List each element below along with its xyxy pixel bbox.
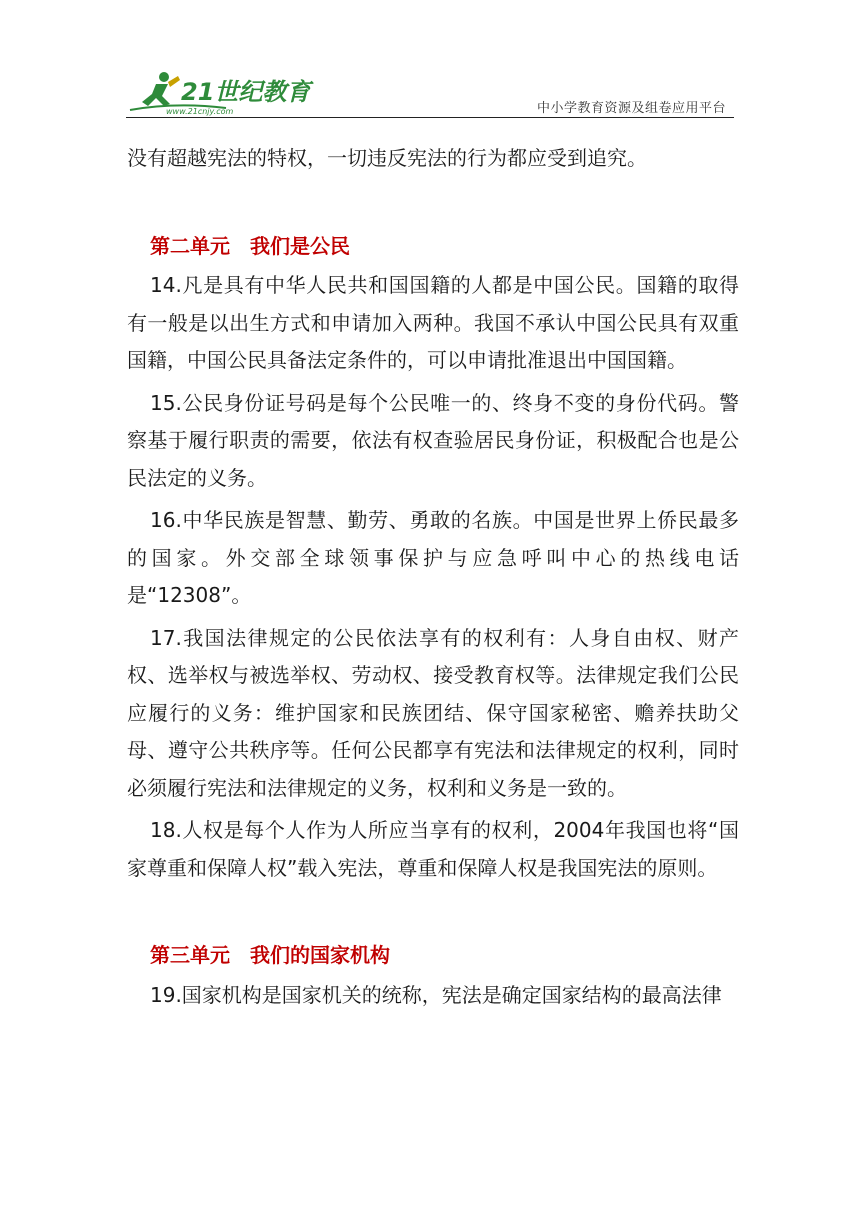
unit-2-heading: 第二单元 我们是公民: [150, 233, 350, 258]
item-19: 19.国家机构是国家机关的统称，宪法是确定国家结构的最高法律: [150, 982, 722, 1007]
platform-name: 中小学教育资源及组卷应用平台: [536, 101, 726, 116]
item-16: 16.中华民族是智慧、勤劳、勇敢的名族。中国是世界上侨民最多的国家。外交部全球领事保护与应急呼叫中心的热线电话是“12308”。: [127, 508, 739, 607]
logo-21cnjy: [126, 68, 316, 118]
continued-line: 没有超越宪法的特权，一切违反宪法的行为都应受到追究。: [127, 146, 647, 170]
header-divider: [126, 117, 734, 118]
item-15: 15.公民身份证号码是每个公民唯一的、终身不变的身份代码。警察基于履行职责的需要，依法有权查验居民身份证，积极配合也是公民法定的义务。: [127, 390, 739, 490]
logo-text: 21世纪教育: [181, 78, 311, 106]
logo-url: www.21cnjy.com: [166, 107, 234, 116]
item-17: 17.我国法律规定的公民依法享有的权利有：人身自由权、财产权、选举权与被选举权、劳动权、接受教育权等。法律规定我们公民应履行的义务：维护国家和民族团结、保守国家秘密、赡养扶助父母、遵守公共秩序等。任何公民都享有宪法和法律规定的权利，同时必须履行宪法和法律规定的义务，权利和义务是一致的。: [127, 625, 739, 800]
document-body: [127, 130, 739, 1019]
item-14: 14.凡是具有中华人民共和国国籍的人都是中国公民。国籍的取得有一般是以出生方式和申请加入两种。我国不承认中国公民具有双重国籍，中国公民具备法定条件的，可以申请批准退出中国国籍。: [127, 273, 739, 372]
page-header: [126, 68, 734, 118]
unit-3-heading: 第三单元 我们的国家机构: [150, 943, 390, 967]
runner-logo-icon: [126, 68, 316, 118]
item-18: 18.人权是每个人作为人所应当享有的权利，2004年我国也将“国家尊重和保障人权”载入宪法，尊重和保障人权是我国宪法的原则。: [127, 818, 739, 880]
